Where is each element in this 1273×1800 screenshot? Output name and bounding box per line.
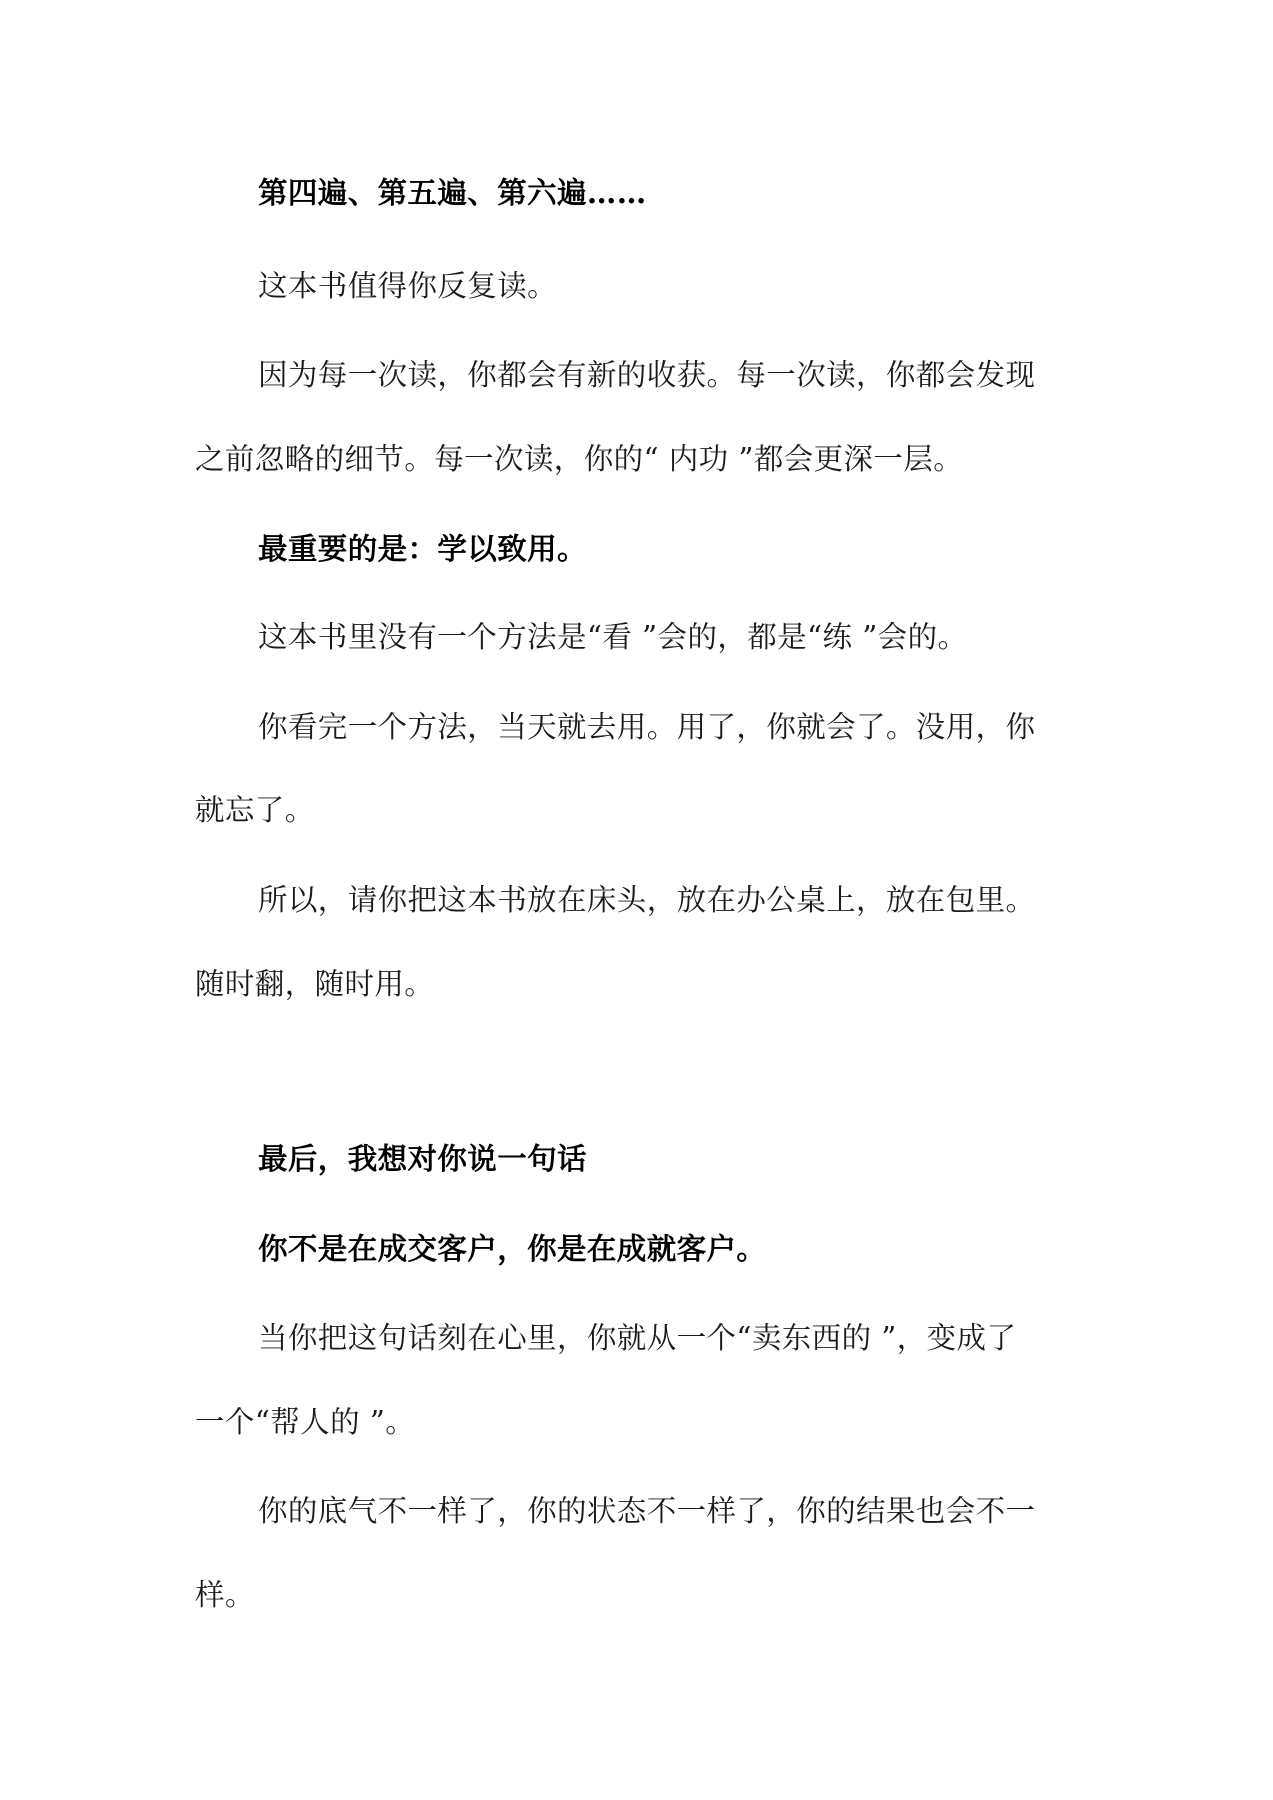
paragraph-use-line-2: 就忘了。 xyxy=(195,793,315,827)
heading-apply: 最重要的是：学以致用。 xyxy=(258,531,587,566)
paragraph-motto-line-1: 当你把这句话刻在心里，你就从一个“卖东西的 ”，变成了 xyxy=(258,1321,1017,1355)
text-column xyxy=(195,0,1085,1800)
heading-motto: 你不是在成交客户，你是在成就客户。 xyxy=(258,1231,767,1266)
paragraph-keep-line-1: 所以，请你把这本书放在床头，放在办公桌上，放在包里。 xyxy=(258,883,1036,917)
heading-last-words: 最后，我想对你说一句话 xyxy=(258,1141,587,1176)
paragraph-reread: 这本书值得你反复读。 xyxy=(258,269,558,303)
paragraph-result-line-2: 样。 xyxy=(195,1578,255,1612)
paragraph-gain-line-1: 因为每一次读，你都会有新的收获。每一次读，你都会发现 xyxy=(258,358,1036,392)
paragraph-method: 这本书里没有一个方法是“看 ”会的，都是“练 ”会的。 xyxy=(258,620,968,654)
paragraph-use-line-1: 你看完一个方法，当天就去用。用了，你就会了。没用，你 xyxy=(258,710,1036,744)
heading-reading-passes: 第四遍、第五遍、第六遍…… xyxy=(258,175,647,210)
paragraph-gain-line-2: 之前忽略的细节。每一次读，你的“ 内功 ”都会更深一层。 xyxy=(195,442,964,476)
paragraph-keep-line-2: 随时翻，随时用。 xyxy=(195,967,435,1001)
paragraph-motto-line-2: 一个“帮人的 ”。 xyxy=(195,1405,416,1439)
paragraph-result-line-1: 你的底气不一样了，你的状态不一样了，你的结果也会不一 xyxy=(258,1494,1036,1528)
